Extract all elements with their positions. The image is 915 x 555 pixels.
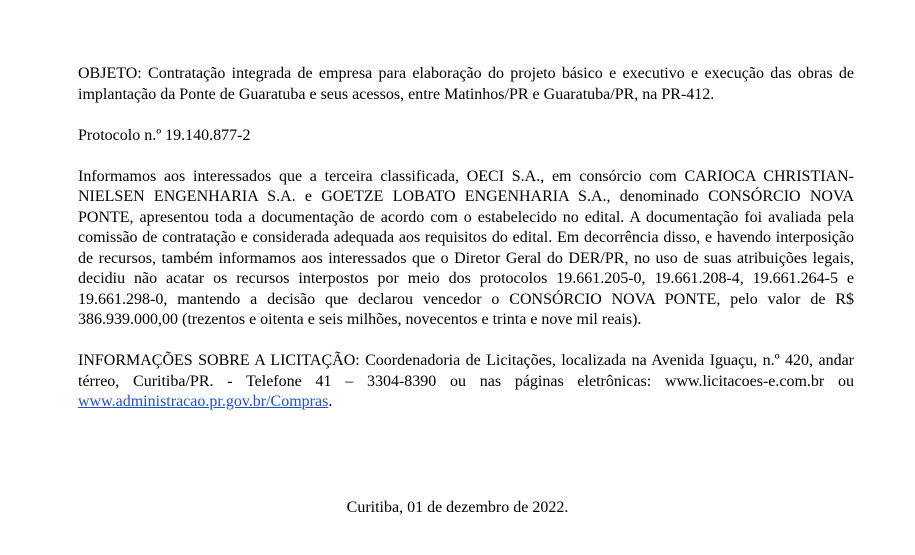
- objeto-text: Contratação integrada de empresa para elaboração do projeto básico e executivo e execução das obras de implantação da Ponte de Guaratuba e seus acessos, entre Matinhos/PR e Guaratuba/PR, na PR-412.: [78, 65, 855, 103]
- spacer: [78, 331, 854, 352]
- informe-paragraph: Informamos aos interessados que a terceira classificada, OECI S.A., em consórcio com CARIOCA CHRISTIAN-NIELSEN ENGENHARIA S.A. e GOETZE LOBATO ENGENHARIA S.A., denominado CONSÓRCIO NOVA PONTE, apresentou toda a documentação de acordo com o estabelecido no edital. A documentação foi avaliada pela comissão de contratação e considerada adequada aos requisitos do edital. Em decorrência disso, e havendo interposição de recursos, também informamos aos interessados que o Diretor Geral do DER/PR, no uso de suas atribuições legais, decidiu não acatar os recursos interpostos por meio dos protocolos 19.661.205-0, 19.661.208-4, 19.661.264-5 e 19.661.298-0, mantendo a decisão que declarou vencedor o CONSÓRCIO NOVA PONTE, pelo valor de R$ 386.939.000,00 (trezentos e oitenta e seis milhões, novecentos e trinta e nove mil reais).: [78, 167, 854, 328]
- spacer: [78, 146, 854, 167]
- document-body: [78, 64, 854, 413]
- spacer: [78, 105, 854, 126]
- compras-link[interactable]: www.administracao.pr.gov.br/Compras: [78, 393, 329, 410]
- protocolo-paragraph: Protocolo n.º 19.140.877-2: [78, 126, 251, 144]
- informacoes-end: .: [328, 393, 333, 410]
- informacoes-text: INFORMAÇÕES SOBRE A LICITAÇÃO: Coordenadoria de Licitações, localizada na Avenida Iguaçu, n.º 420, andar térreo, Curitiba/PR. - Telefone 41 – 3304-8390 ou nas páginas eletrônicas: www.licitacoes-e.com.br ou: [78, 352, 854, 390]
- objeto-paragraph: [78, 64, 854, 105]
- date-location: Curitiba, 01 de dezembro de 2022.: [346, 499, 569, 516]
- informacoes-paragraph: [78, 351, 854, 413]
- objeto-label: OBJETO:: [78, 65, 142, 82]
